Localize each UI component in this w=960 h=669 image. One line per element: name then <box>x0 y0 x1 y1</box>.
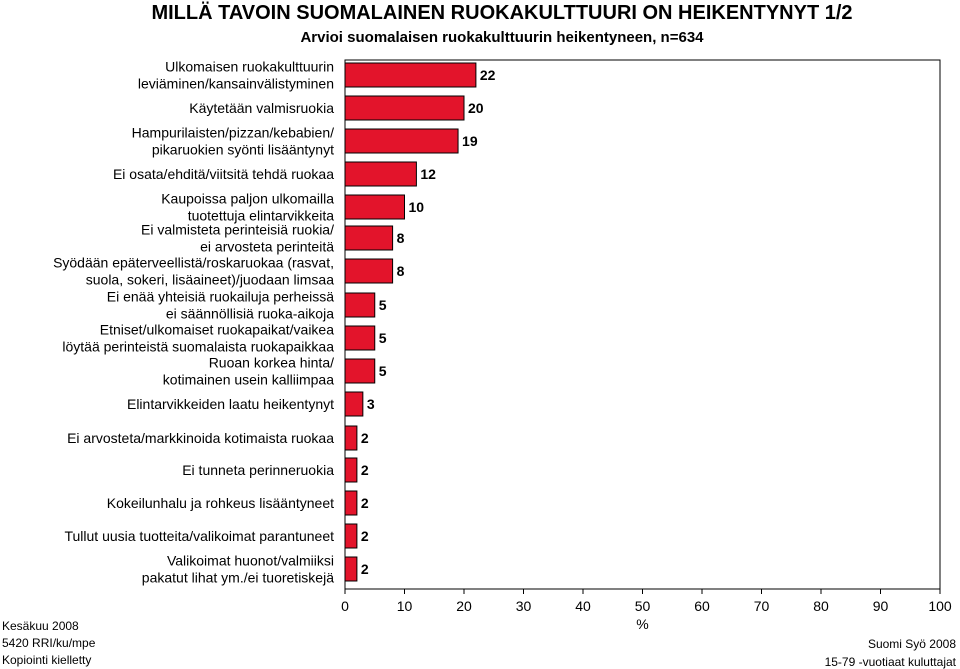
footer-survey: Suomi Syö 2008 <box>867 637 956 651</box>
data-label: 2 <box>360 462 369 478</box>
category-label: Ruoan korkea hinta/ <box>208 354 334 371</box>
data-label: 5 <box>378 363 387 379</box>
category-label: Etniset/ulkomaiset ruokapaikat/vaikea <box>99 321 334 338</box>
bar <box>345 426 357 450</box>
category-label: Ei valmisteta perinteisiä ruokia/ <box>141 221 334 238</box>
category-label: Ei enää yhteisiä ruokailuja perheissä <box>106 288 334 305</box>
chart-subtitle: Arvioi suomalaisen ruokakulttuurin heikentyneen, n=634 <box>300 29 704 46</box>
data-label: 8 <box>396 230 405 246</box>
category-label: Valikoimat huonot/valmiiksi <box>166 552 334 569</box>
data-label: 3 <box>366 396 375 412</box>
x-tick-label: 60 <box>694 598 710 614</box>
bar <box>345 458 357 482</box>
data-label: 20 <box>468 100 484 116</box>
category-label: Hampurilaisten/pizzan/kebabien/ <box>131 124 334 141</box>
category-label: Syödään epäterveellistä/roskaruokaa (rasvat, <box>53 254 334 271</box>
bar <box>345 129 458 153</box>
data-label: 2 <box>360 430 369 446</box>
category-label: Ulkomaisen ruokakulttuurin <box>165 58 334 75</box>
category-label: Tullut uusia tuotteita/valikoimat parantuneet <box>64 528 334 544</box>
x-tick-label: 40 <box>575 598 591 614</box>
bar <box>345 326 375 350</box>
data-label: 22 <box>479 67 496 83</box>
bar <box>345 359 375 383</box>
footer-code: 5420 RRI/ku/mpe <box>2 636 96 650</box>
category-label: Ei arvosteta/markkinoida kotimaista ruokaa <box>67 430 334 446</box>
x-tick-label: 100 <box>928 598 952 614</box>
category-label: Kaupoissa paljon ulkomailla <box>161 190 334 207</box>
data-label: 2 <box>360 495 369 511</box>
x-axis-label: % <box>636 616 649 632</box>
footer-population: 15-79 -vuotiaat kuluttajat <box>824 655 956 669</box>
x-tick-label: 20 <box>456 598 472 614</box>
footer-date: Kesäkuu 2008 <box>2 619 79 633</box>
category-label: ei arvosteta perinteitä <box>200 238 334 255</box>
bar <box>345 259 393 283</box>
category-label: ei säännöllisiä ruoka-aikoja <box>165 305 334 322</box>
bar <box>345 162 416 186</box>
data-label: 2 <box>360 528 369 544</box>
category-label: Kokeilunhalu ja rohkeus lisääntyneet <box>106 495 334 511</box>
bar <box>345 392 363 416</box>
bar <box>345 96 464 120</box>
data-label: 8 <box>396 263 405 279</box>
bar <box>345 557 357 581</box>
data-label: 12 <box>420 166 436 182</box>
x-tick-label: 0 <box>341 598 349 614</box>
category-label: suola, sokeri, lisäaineet)/juodaan limsaa <box>85 271 334 288</box>
x-tick-label: 90 <box>872 598 889 614</box>
bar <box>345 226 393 250</box>
chart-title: MILLÄ TAVOIN SUOMALAINEN RUOKAKULTTUURI ON HEIKENTYNYT 1/2 <box>151 2 853 24</box>
category-label: leviäminen/kansainvälistyminen <box>137 75 334 92</box>
data-label: 2 <box>360 561 369 577</box>
category-label: pikaruokien syönti lisääntynyt <box>151 141 334 158</box>
category-label: pakatut lihat ym./ei tuoretiskejä <box>141 569 334 586</box>
x-tick-label: 10 <box>396 598 413 614</box>
data-label: 19 <box>462 133 478 149</box>
bar <box>345 63 476 87</box>
category-label: kotimainen usein kalliimpaa <box>162 371 334 388</box>
x-tick-label: 70 <box>753 598 770 614</box>
data-label: 10 <box>408 199 425 215</box>
footer-copyright: Kopiointi kielletty <box>2 653 92 667</box>
x-tick-label: 50 <box>634 598 651 614</box>
data-label: 5 <box>378 330 387 346</box>
category-label: tuotettuja elintarvikkeita <box>187 207 334 224</box>
bar <box>345 293 375 317</box>
x-tick-label: 30 <box>515 598 532 614</box>
x-tick-label: 80 <box>813 598 829 614</box>
data-label: 5 <box>378 297 387 313</box>
category-label: Käytetään valmisruokia <box>189 100 334 116</box>
category-label: löytää perinteistä suomalaista ruokapaikkaa <box>62 338 334 355</box>
bar <box>345 195 405 219</box>
bar <box>345 491 357 515</box>
bar <box>345 524 357 548</box>
category-label: Ei osata/ehditä/viitsitä tehdä ruokaa <box>112 166 334 182</box>
category-label: Elintarvikkeiden laatu heikentynyt <box>126 396 334 412</box>
category-label: Ei tunneta perinneruokia <box>182 462 334 478</box>
